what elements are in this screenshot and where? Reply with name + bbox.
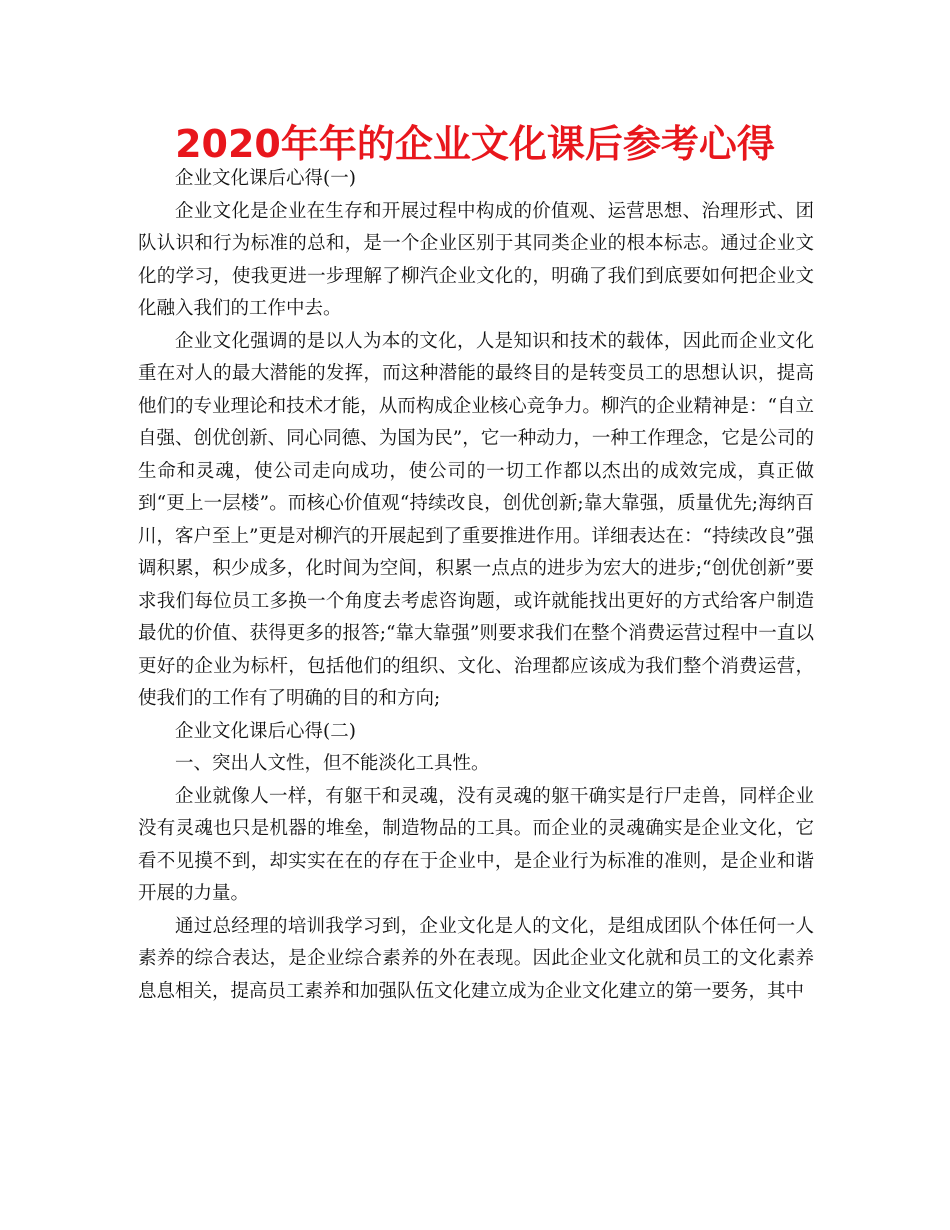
- document-body: [138, 163, 814, 1008]
- section-heading-1: 企业文化课后心得(一): [175, 168, 356, 189]
- paragraph-1: 企业文化是企业在生存和开展过程中构成的价值观、运营思想、治理形式、团队认识和行为标准的总和，是一个企业区别于其同类企业的根本标志。通过企业文化的学习，使我更进一步理解了柳汽企业文化的，明确了我们到底要如何把企业文化融入我们的工作中去。: [138, 200, 814, 319]
- document-title: 2020年年的企业文化课后参考心得: [175, 122, 775, 166]
- section-heading-2: 企业文化课后心得(二): [175, 720, 356, 742]
- paragraph-3: 企业就像人一样，有躯干和灵魂，没有灵魂的躯干确实是行尸走兽，同样企业没有灵魂也只是机器的堆垒，制造物品的工具。而企业的灵魂确实是企业文化，它看不见摸不到，却实实在在的存在于企业中，是企业行为标准的准则，是企业和谐开展的力量。: [138, 785, 814, 904]
- subheading-1: 一、突出人文性，但不能淡化工具性。: [175, 753, 490, 774]
- paragraph-4: 通过总经理的培训我学习到，企业文化是人的文化，是组成团队个体任何一人素养的综合表达，是企业综合素养的外在表现。因此企业文化就和员工的文化素养息息相关，提高员工素养和加强队伍文化建立成为企业文化建立的第一要务，其中: [138, 915, 814, 1002]
- paragraph-2: 企业文化强调的是以人为本的文化，人是知识和技术的载体，因此而企业文化重在对人的最大潜能的发挥，而这种潜能的最终目的是转变员工的思想认识，提高他们的专业理论和技术才能，从而构成企业核心竞争力。柳汽的企业精神是：“自立自强、创优创新、同心同德、为国为民”，它一种动力，一种工作理念，它是公司的生命和灵魂，使公司走向成功，使公司的一切工作都以杰出的成效完成，真正做到“更上一层楼”。而核心价值观“持续改良，创优创新;靠大靠强，质量优先;海纳百川，客户至上”更是对柳汽的开展起到了重要推进作用。详细表达在：“持续改良”强调积累，积少成多，化时间为空间，积累一点点的进步为宏大的进步;“创优创新”要求我们每位员工多换一个角度去考虑咨询题，或许就能找出更好的方式给客户制造最优的价值、获得更多的报答;“靠大靠强”则要求我们在整个消费运营过程中一直以更好的企业为标杆，包括他们的组织、文化、治理都应该成为我们整个消费运营，使我们的工作有了明确的目的和方向;: [138, 330, 814, 709]
